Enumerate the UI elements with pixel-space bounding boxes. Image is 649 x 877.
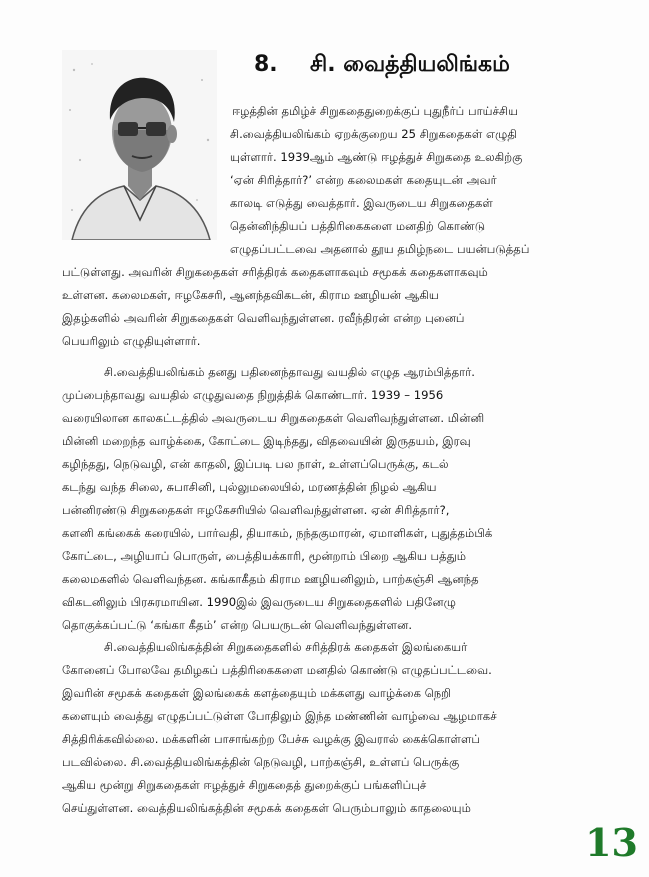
text-line: படவில்லை. சி.வைத்தியலிங்கத்தின் நெடுவழி, பாற்கஞ்சி, உள்ளப் பெருக்கு xyxy=(62,755,460,769)
text-line: விகடனிலும் பிரசுரமாயின. 1990இல் இவருடைய சிறுகதைகளில் பதினேழு xyxy=(62,595,456,609)
text-line: களையும் வைத்து எழுதப்பட்டுள்ள போதிலும் இந்த மண்ணின் வாழ்வை ஆழமாகச் xyxy=(62,709,497,723)
text-line: வரையிலான காலகட்டத்தில் அவருடைய சிறுகதைகள் வெளிவந்துள்ளன. மின்னி xyxy=(62,411,485,425)
text-line: மின்னி மறைந்த வாழ்க்கை, கோட்டை இடிந்தது, விதவையின் இருதயம், இரவு xyxy=(62,434,471,448)
paragraph-2 xyxy=(62,361,492,637)
text-line: ஆகிய மூன்று சிறுகதைகள் ஈழத்துச் சிறுகதைத் துறைக்குப் பங்களிப்புச் xyxy=(62,778,427,792)
text-line: எழுதப்பட்டவை அதனால் தூய தமிழ்நடை பயன்படுத்தப் xyxy=(230,242,530,256)
chapter-title xyxy=(254,52,614,86)
page-number: 13 xyxy=(585,820,638,865)
text-line: தென்னிந்தியப் பத்திரிகைகளை மனதிற் கொண்டு xyxy=(230,219,486,233)
text-line: இதழ்களில் அவரின் சிறுகதைகள் வெளிவந்துள்ளன. ரவீந்திரன் என்ற புனைப் xyxy=(62,311,465,325)
text-line: சி.வைத்தியலிங்கத்தின் சிறுகதைகளில் சரித்திரக் கதைகள் இலங்கையர் xyxy=(104,640,468,654)
text-line: தொகுக்கப்பட்டு ‘கங்கா கீதம்’ என்ற பெயருடன் வெளிவந்துள்ளன. xyxy=(62,618,413,632)
text-line: கழிந்தது, நெடுவழி, என் காதலி, இப்படி பல நாள், உள்ளப்பெருக்கு, கடல் xyxy=(62,457,449,471)
text-line: கலைமகளில் வெளிவந்தன. கங்காகீதம் கிராம ஊழியனிலும், பாற்கஞ்சி ஆனந்த xyxy=(62,572,479,586)
text-line: பன்னிரண்டு சிறுகதைகள் ஈழகேசரியில் வெளிவந்துள்ளன. ஏன் சிரித்தார்?, xyxy=(62,503,450,517)
text-line: கோட்டை, அழியாப் பொருள், பைத்தியக்காரி, மூன்றாம் பிறை ஆகிய பத்தும் xyxy=(62,549,467,563)
text-line: சி.வைத்தியலிங்கம் தனது பதினைந்தாவது வயதில் எழுத ஆரம்பித்தார். xyxy=(104,365,475,379)
text-line: இவரின் சமூகக் கதைகள் இலங்கைக் களத்தையும் மக்களது வாழ்க்கை நெறி xyxy=(62,686,452,700)
text-line: களனி கங்கைக் கரையில், பார்வதி, தியாகம், நந்தகுமாரன், ஏமாளிகள், புதுத்தம்பிக் xyxy=(62,526,493,540)
paragraph-1-top xyxy=(230,100,529,261)
text-line: உள்ளன. கலைமகள், ஈழகேசரி, ஆனந்தவிகடன், கிராம ஊழியன் ஆகிய xyxy=(62,288,439,302)
paragraph-1-bottom xyxy=(62,261,488,353)
text-line: யுள்ளார். 1939ஆம் ஆண்டு ஈழத்துச் சிறுகதை உலகிற்கு xyxy=(230,150,523,164)
text-line: செய்துள்ளன. வைத்தியலிங்கத்தின் சமூகக் கதைகள் பெரும்பாலும் காதலையும் xyxy=(62,801,471,815)
text-line: காலடி எடுத்து வைத்தார். இவருடைய சிறுகதைகள் xyxy=(230,196,493,210)
chapter-name: சி. வைத்தியலிங்கம் xyxy=(310,52,510,77)
text-line: முப்பைந்தாவது வயதில் எழுதுவதை நிறுத்திக் கொண்டார். 1939 – 1956 xyxy=(62,388,444,402)
chapter-number: 8. xyxy=(254,52,278,77)
text-line: கடந்து வந்த சிலை, சுபாசினி, புல்லுமலையில், மரணத்தின் நிழல் ஆகிய xyxy=(62,480,437,494)
paragraph-3 xyxy=(62,636,497,820)
text-line: ‘ஏன் சிரித்தார்?’ என்ற கலைமகள் கதையுடன் அவர் xyxy=(230,173,497,187)
text-line: கோனைப் போலவே தமிழகப் பத்திரிகைகளை மனதில் கொண்டு எழுதப்பட்டவை. xyxy=(62,663,492,677)
text-line: ஈழத்தின் தமிழ்ச் சிறுகதைதுறைக்குப் புதுநீர்ப் பாய்ச்சிய xyxy=(232,104,519,118)
author-portrait xyxy=(62,50,217,240)
text-line: சித்திரிக்கவில்லை. மக்களின் பாசாங்கற்ற பேச்சு வழக்கு இவரால் கைக்கொள்ளப் xyxy=(62,732,481,746)
text-line: பெயரிலும் எழுதியுள்ளார். xyxy=(62,334,201,348)
text-line: பட்டுள்ளது. அவரின் சிறுகதைகள் சரித்திரக் கதைகளாகவும் சமூகக் கதைகளாகவும் xyxy=(62,265,488,279)
text-line: சி.வைத்தியலிங்கம் ஏறக்குறைய 25 சிறுகதைகள் எழுதி xyxy=(230,127,517,141)
